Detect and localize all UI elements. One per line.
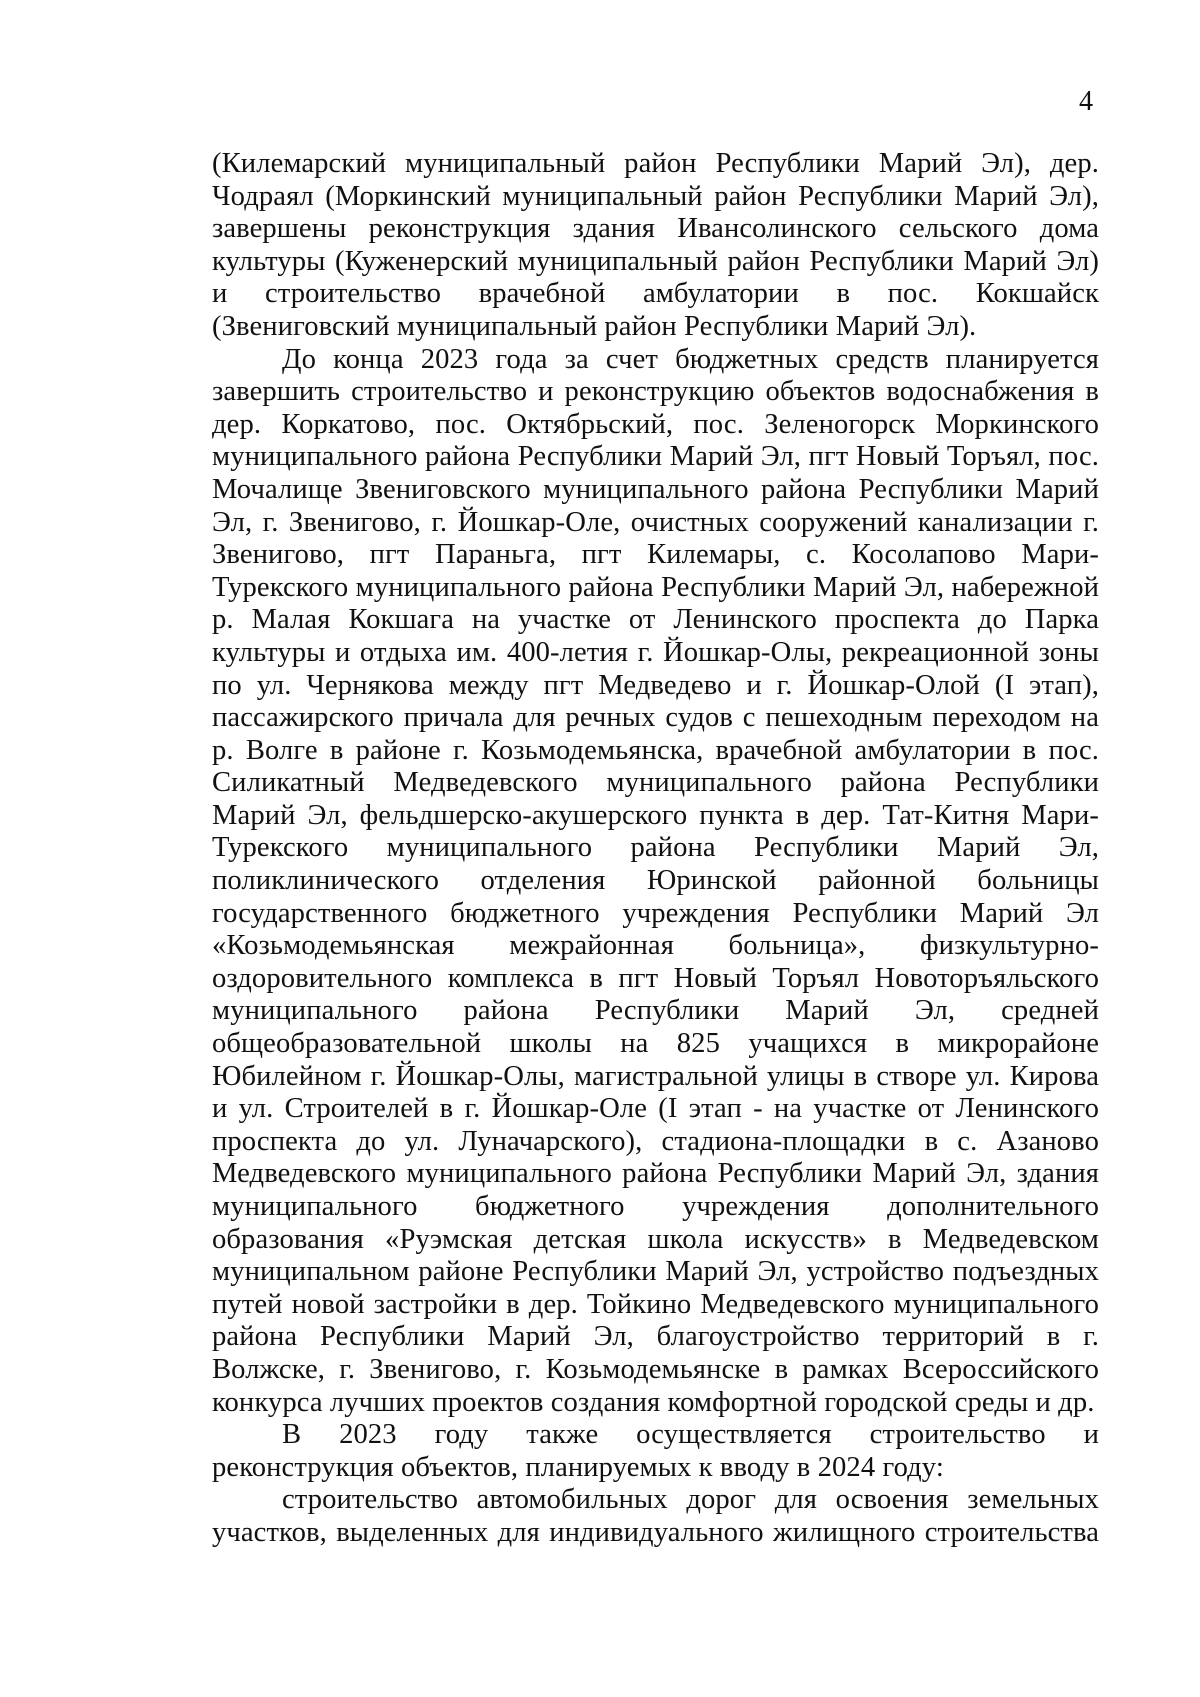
paragraph-planned-2023: До конца 2023 года за счет бюджетных средств планируется завершить строительство и реконструкцию объектов водоснабжения в дер. Коркатово, пос. Октябрьский, пос. Зеленогорск Моркинского муниципального района Республики Марий Эл, пгт Новый Торъял, пос. Мочалище Звениговского муниципального района Республики Марий Эл, г. Звенигово, г. Йошкар-Оле, очистных сооружений канализации г. Звенигово, пгт Параньга, пгт Килемары, с. Косолапово Мари-Турекского муниципального района Республики Марий Эл, набережной р. Малая Кокшага на участке от Ленинского проспекта до Парка культуры и отдыха им. 400-летия г. Йошкар-Олы, рекреационной зоны по ул. Чернякова между пгт Медведево и г. Йошкар-Олой (I этап), пассажирского причала для речных судов с пешеходным переходом на р. Волге в районе г. Козьмодемьянска, врачебной амбулатории в пос. Силикатный Медведевского муниципального района Республики Марий Эл, фельдшерско-акушерского пункта в дер. Тат-Китня Мари-Турекского муниципального района Республики Марий Эл, поликлинического отделения Юринской районной больницы государственного бюджетного учреждения Республики Марий Эл «Козьмодемьянская межрайонная больница», физкультурно-оздоровительного комплекса в пгт Новый Торъял Новоторъяльского муниципального района Республики Марий Эл, средней общеобразовательной школы на 825 учащихся в микрорайоне Юбилейном г. Йошкар-Олы, магистральной улицы в створе ул. Кирова и ул. Строителей в г. Йошкар-Оле (I этап - на участке от Ленинского проспекта до ул. Луначарского), стадиона-площадки в с. Азаново Медведевского муниципального района Республики Марий Эл, здания муниципального бюджетного учреждения дополнительного образования «Руэмская детская школа искусств» в Медведевском муниципальном районе Республики Марий Эл, устройство подъездных путей новой застройки в дер. Тойкино Медведевского муниципального района Республики Марий Эл, благоустройство территорий в г. Волжске, г. Звенигово, г. Козьмодемьянске в рамках Всероссийского конкурса лучших проектов создания комфортной городской среды и др.	[212, 343, 1099, 1418]
paragraph-completed-projects: (Килемарский муниципальный район Республики Марий Эл), дер. Чодраял (Моркинский муниципальный район Республики Марий Эл), завершены реконструкция здания Ивансолинского сельского дома культуры (Куженерский муниципальный район Республики Марий Эл) и строительство врачебной амбулатории в пос. Кокшайск (Звениговский муниципальный район Республики Марий Эл).	[212, 148, 1099, 342]
paragraph-construction-2024: В 2023 году также осуществляется строительство и реконструкция объектов, планируемых к вводу в 2024 году:	[212, 1419, 1099, 1483]
document-body	[212, 148, 1099, 1550]
page-number: 4	[1079, 86, 1093, 117]
paragraph-road-construction: строительство автомобильных дорог для освоения земельных участков, выделенных для индивидуального жилищного строительства	[212, 1484, 1099, 1548]
